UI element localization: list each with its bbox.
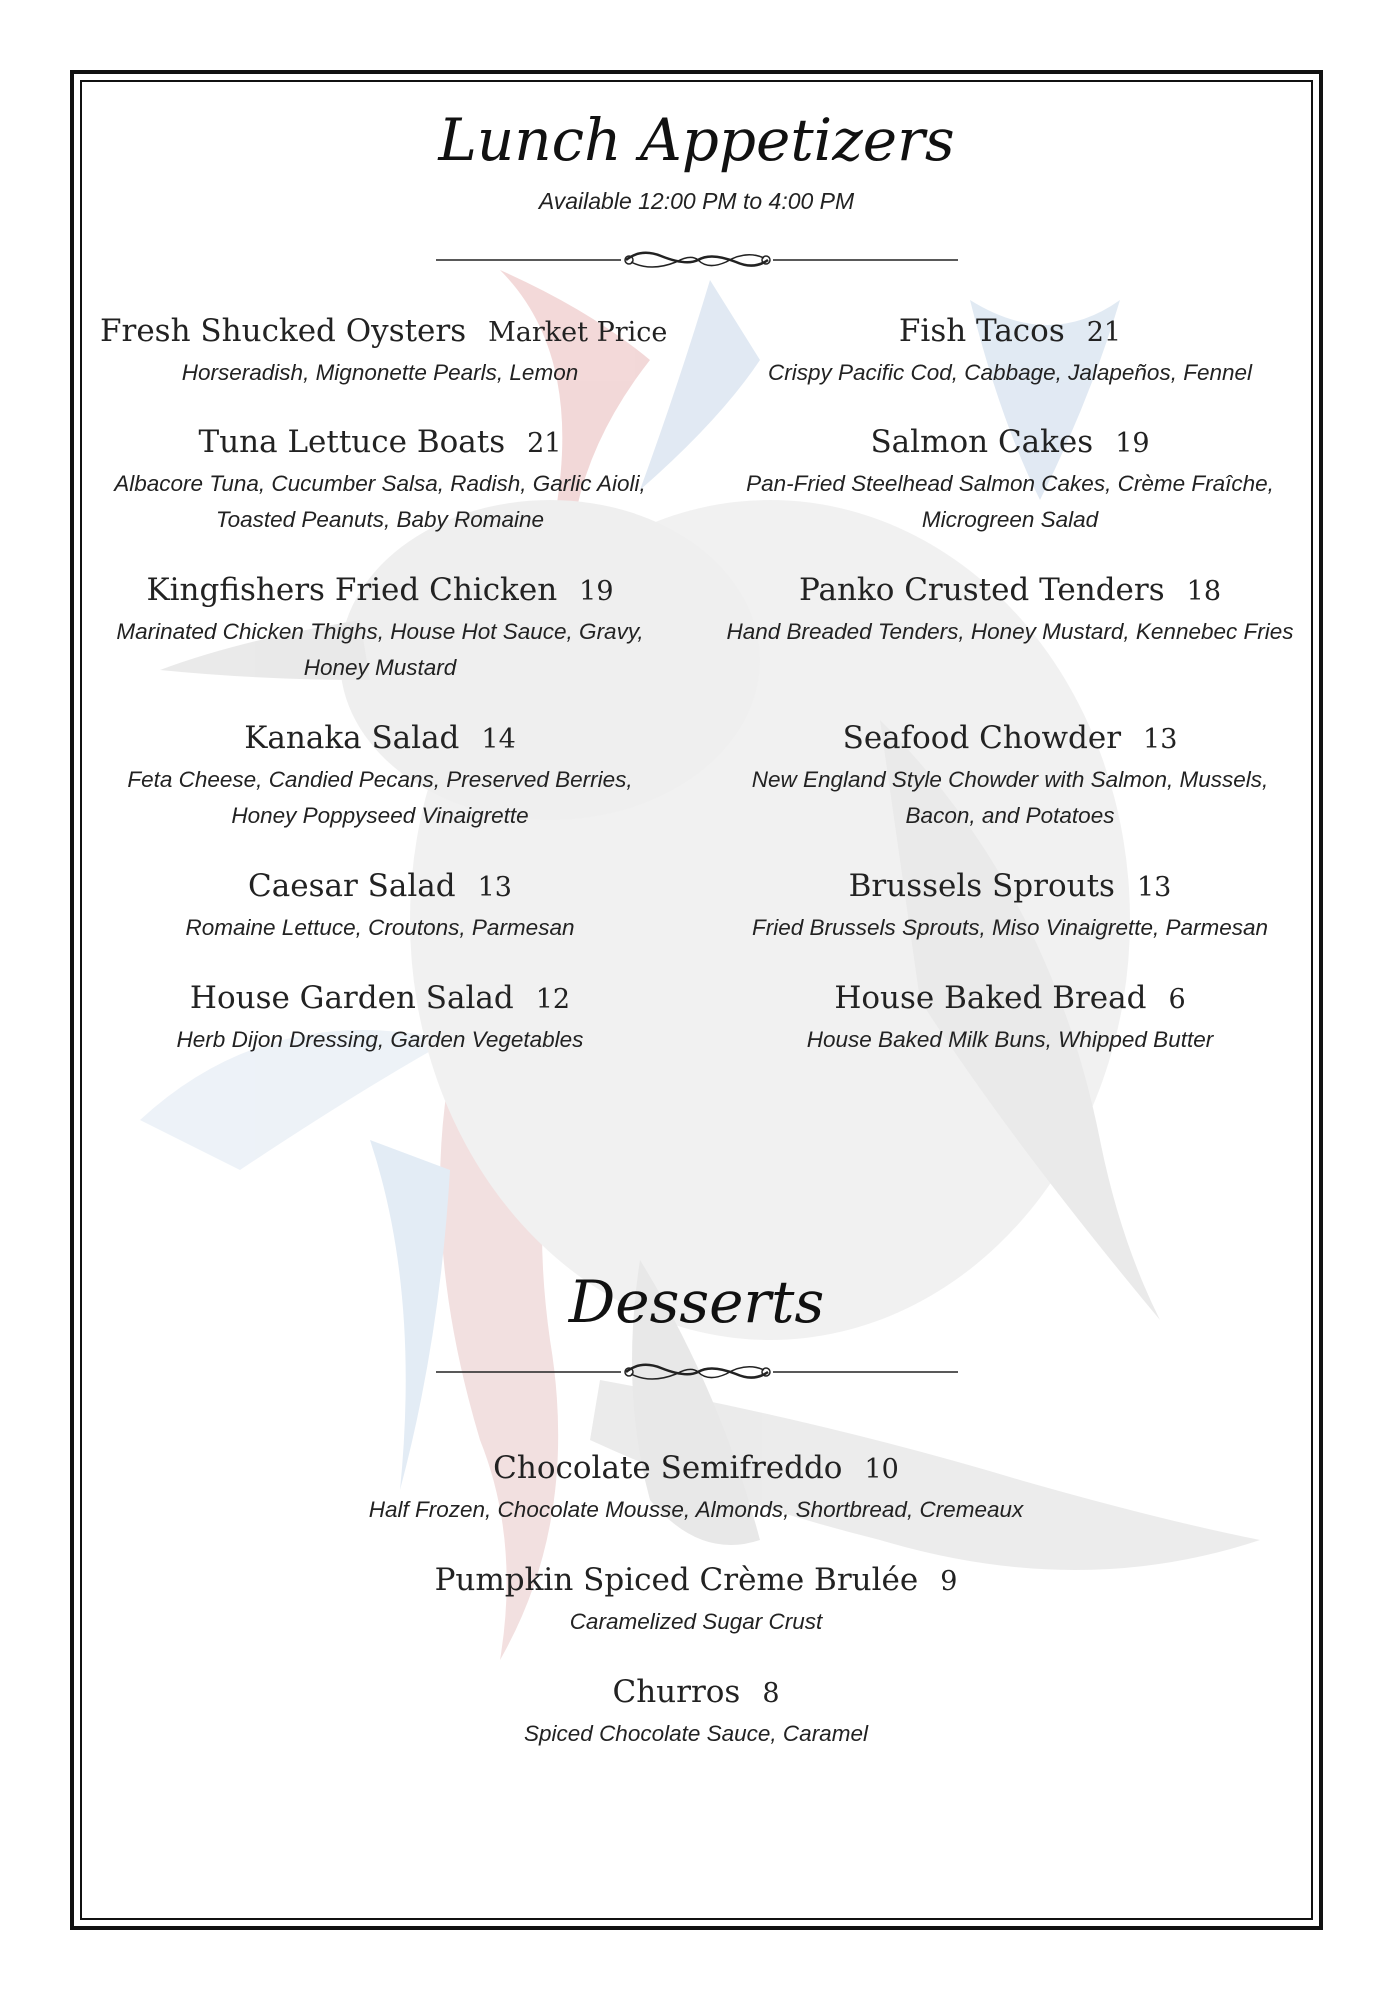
item-description: Feta Cheese, Candied Pecans, Preserved Berries, Honey Poppyseed Vinaigrette bbox=[127, 767, 633, 828]
menu-item bbox=[720, 422, 1300, 538]
menu-item bbox=[720, 311, 1300, 391]
item-price: 10 bbox=[864, 1454, 899, 1485]
menu-item bbox=[100, 978, 660, 1058]
menu-item bbox=[720, 978, 1300, 1058]
desserts-title: Desserts bbox=[568, 1268, 825, 1336]
item-name: Tuna Lettuce Boats bbox=[198, 424, 506, 460]
item-description: Herb Dijon Dressing, Garden Vegetables bbox=[176, 1027, 584, 1052]
item-name: Fresh Shucked Oysters bbox=[100, 313, 467, 349]
menu-item bbox=[720, 718, 1300, 834]
item-name: Salmon Cakes bbox=[870, 424, 1094, 460]
item-description: Albacore Tuna, Cucumber Salsa, Radish, Garlic Aioli, Toasted Peanuts, Baby Romaine bbox=[114, 471, 646, 532]
item-price: 14 bbox=[481, 724, 516, 755]
item-name: House Garden Salad bbox=[189, 980, 514, 1016]
item-price: 13 bbox=[1136, 872, 1172, 903]
item-price: Market Price bbox=[488, 317, 668, 348]
item-price: 21 bbox=[1086, 317, 1122, 348]
item-price: 9 bbox=[940, 1566, 958, 1597]
item-description: Crispy Pacific Cod, Cabbage, Jalapeños, Fennel bbox=[767, 360, 1252, 385]
item-price: 12 bbox=[535, 984, 571, 1015]
flourish-divider-icon bbox=[436, 240, 958, 280]
dessert-item bbox=[296, 1672, 1096, 1752]
item-name: Chocolate Semifreddo bbox=[493, 1450, 843, 1486]
item-description: Spiced Chocolate Sauce, Caramel bbox=[524, 1721, 868, 1746]
item-price: 18 bbox=[1186, 576, 1221, 607]
item-name: Panko Crusted Tenders bbox=[799, 572, 1165, 608]
item-price: 8 bbox=[762, 1678, 780, 1709]
item-name: Brussels Sprouts bbox=[848, 868, 1115, 904]
menu-item bbox=[100, 718, 660, 834]
item-description: Pan-Fried Steelhead Salmon Cakes, Crème Fraîche, Microgreen Salad bbox=[746, 471, 1274, 532]
item-name: Pumpkin Spiced Crème Brulée bbox=[434, 1562, 919, 1598]
item-price: 21 bbox=[527, 428, 562, 459]
item-name: House Baked Bread bbox=[834, 980, 1147, 1016]
menu-item bbox=[100, 570, 660, 686]
dessert-item bbox=[296, 1448, 1096, 1528]
item-price: 13 bbox=[477, 872, 512, 903]
appetizers-title: Lunch Appetizers bbox=[438, 106, 955, 174]
item-price: 19 bbox=[579, 576, 614, 607]
item-description: Half Frozen, Chocolate Mousse, Almonds, Shortbread, Cremeaux bbox=[368, 1497, 1024, 1522]
menu-item bbox=[100, 311, 668, 391]
item-description: Marinated Chicken Thighs, House Hot Sauce, Gravy, Honey Mustard bbox=[116, 619, 644, 680]
item-name: Kanaka Salad bbox=[244, 720, 460, 756]
item-description: Caramelized Sugar Crust bbox=[569, 1609, 823, 1634]
item-name: Caesar Salad bbox=[248, 868, 456, 904]
item-price: 19 bbox=[1115, 428, 1150, 459]
dessert-item bbox=[296, 1560, 1096, 1640]
item-name: Kingfishers Fried Chicken bbox=[146, 572, 558, 608]
item-description: Romaine Lettuce, Croutons, Parmesan bbox=[185, 915, 575, 940]
item-name: Churros bbox=[612, 1674, 741, 1710]
item-description: Fried Brussels Sprouts, Miso Vinaigrette, Parmesan bbox=[751, 915, 1269, 940]
item-name: Seafood Chowder bbox=[842, 720, 1122, 756]
menu-item bbox=[720, 570, 1300, 650]
item-description: House Baked Milk Buns, Whipped Butter bbox=[806, 1027, 1214, 1052]
item-description: Horseradish, Mignonette Pearls, Lemon bbox=[181, 360, 579, 385]
flourish-divider-icon bbox=[436, 1352, 958, 1392]
item-name: Fish Tacos bbox=[898, 313, 1065, 349]
item-description: New England Style Chowder with Salmon, Mussels, Bacon, and Potatoes bbox=[751, 767, 1269, 828]
menu-item bbox=[100, 866, 660, 946]
item-price: 13 bbox=[1143, 724, 1178, 755]
menu-item bbox=[720, 866, 1300, 946]
appetizers-availability: Available 12:00 PM to 4:00 PM bbox=[538, 188, 855, 214]
menu-item bbox=[100, 422, 660, 538]
item-description: Hand Breaded Tenders, Honey Mustard, Kennebec Fries bbox=[726, 619, 1294, 644]
item-price: 6 bbox=[1168, 984, 1186, 1015]
